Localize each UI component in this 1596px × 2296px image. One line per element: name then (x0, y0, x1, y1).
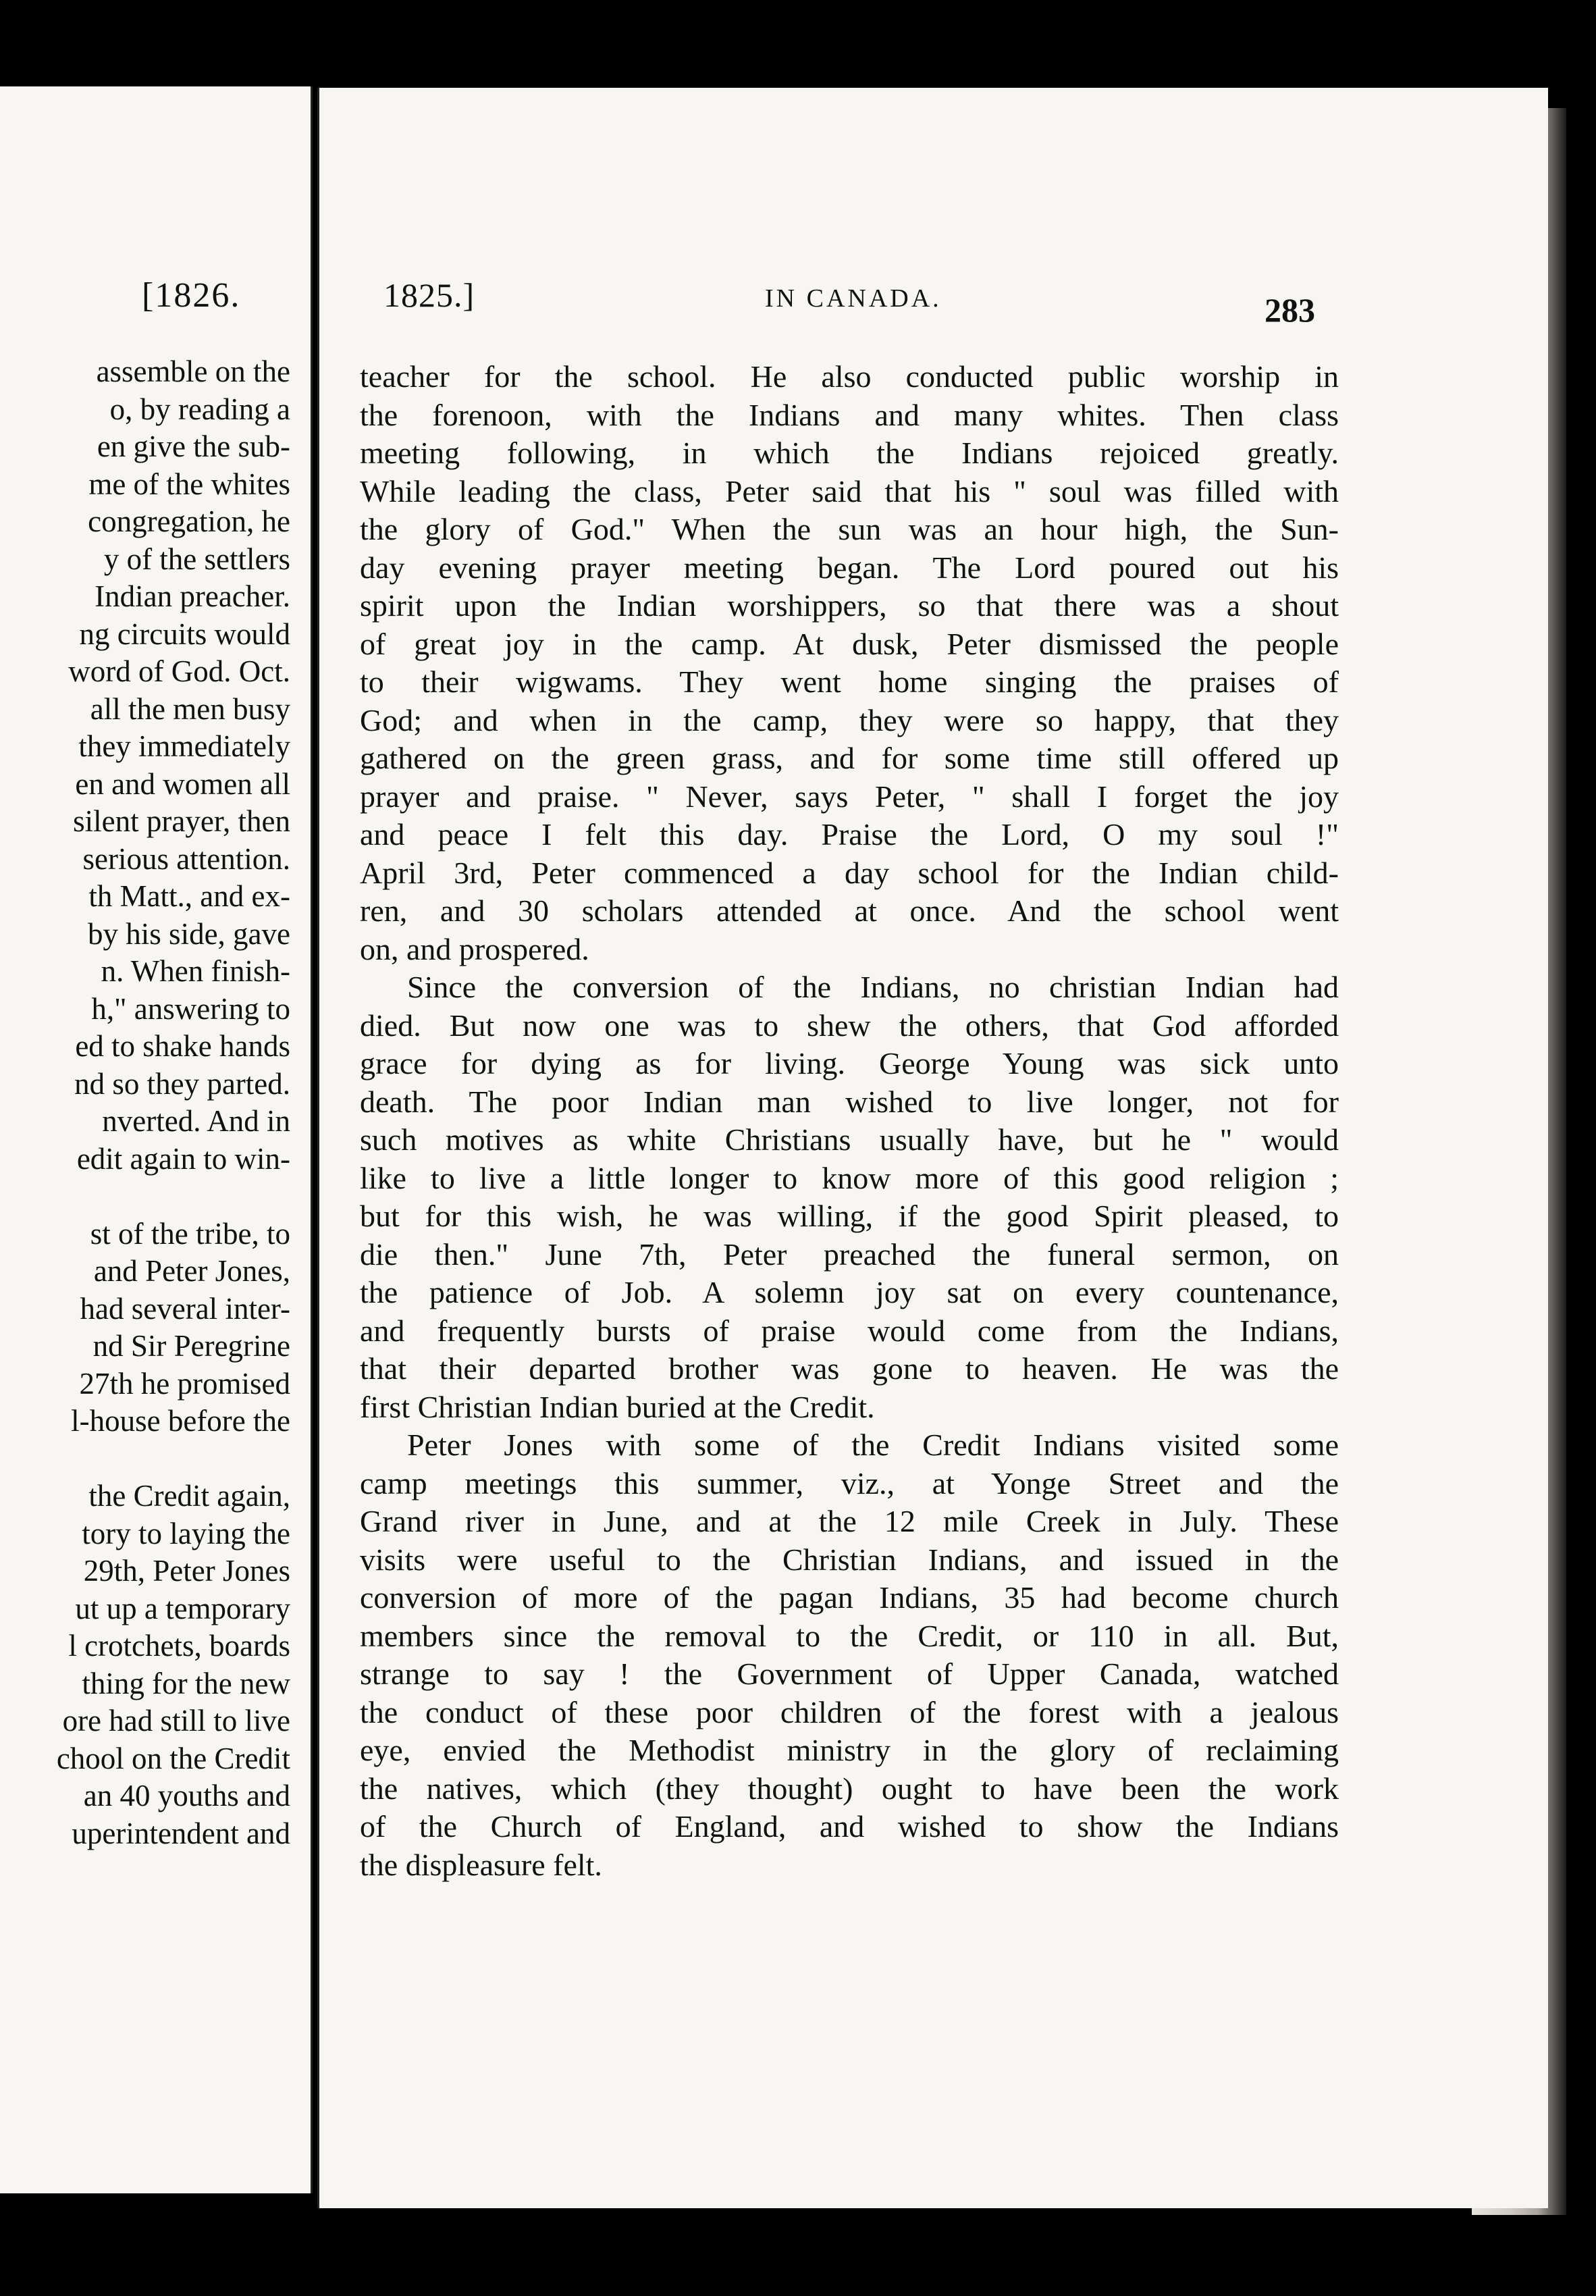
left-text-line: ed to shake hands (75, 1029, 290, 1063)
text-line: like to live a little longer to know more of this good religion ; (360, 1160, 1339, 1195)
text-line: to their wigwams. They went home singing the praises of (360, 664, 1339, 699)
text-line: Peter Jones with some of the Credit Indians visited some (407, 1428, 1339, 1462)
left-text-line: had several inter- (80, 1291, 290, 1326)
paragraph (360, 1426, 1339, 1884)
text-line: the patience of Job. A solemn joy sat on every countenance, (360, 1275, 1339, 1309)
left-text-line: Indian preacher. (95, 579, 290, 613)
text-line: and peace I felt this day. Praise the Lord, O my soul !" (360, 817, 1339, 852)
text-line: first Christian Indian buried at the Credit. (360, 1389, 875, 1424)
left-text-line: h," answering to (91, 991, 290, 1026)
body-text (360, 358, 1339, 1884)
left-text-line: tory to laying the (82, 1516, 290, 1550)
left-text-line: the Credit again, (88, 1479, 290, 1513)
text-line: the conduct of these poor children of the forest with a jealous (360, 1694, 1339, 1729)
text-line: While leading the class, Peter said that his " soul was filled with (360, 473, 1339, 508)
left-text-line: an 40 youths and (83, 1779, 290, 1812)
left-text-line (0, 1178, 290, 1216)
text-line: strange to say ! the Government of Upper Canada, watched (360, 1656, 1339, 1691)
text-line: eye, envied the Methodist ministry in the glory of reclaiming (360, 1733, 1339, 1767)
text-line: the forenoon, with the Indians and many whites. Then class (360, 397, 1339, 432)
left-page-header: [1826. (142, 276, 241, 315)
text-line: the natives, which (they thought) ought to have been the work (360, 1771, 1339, 1806)
left-text-line: en give the sub- (97, 429, 290, 463)
left-text-line: nd Sir Peregrine (92, 1329, 290, 1363)
text-line: visits were useful to the Christian Indians, and issued in the (360, 1542, 1339, 1577)
running-head-year: 1825.] (383, 276, 475, 314)
text-line: teacher for the school. He also conducted public worship in (360, 359, 1339, 394)
text-line: such motives as white Christians usually have, but he " would (360, 1122, 1339, 1157)
text-line: spirit upon the Indian worshippers, so that there was a shout (360, 588, 1339, 623)
text-line: gathered on the green grass, and for some time still offered up (360, 741, 1339, 775)
running-head-title: IN CANADA. (765, 284, 942, 313)
text-line: the displeasure felt. (360, 1847, 602, 1882)
text-line: prayer and praise. " Never, says Peter, " shall I forget the joy (360, 779, 1339, 814)
text-line: members since the removal to the Credit, or 110 in all. But, (360, 1618, 1339, 1653)
left-text-line: chool on the Credit (56, 1741, 290, 1775)
text-line: grace for dying as for living. George Young was sick unto (360, 1046, 1339, 1080)
left-text-line: o, by reading a (109, 392, 290, 426)
text-line: Since the conversion of the Indians, no christian Indian had (407, 970, 1339, 1004)
left-text-line: n. When finish- (101, 954, 290, 988)
text-line: Grand river in June, and at the 12 mile Creek in July. These (360, 1504, 1339, 1538)
text-line: of the Church of England, and wished to show the Indians (360, 1809, 1339, 1844)
text-line: and frequently bursts of praise would come from the Indians, (360, 1313, 1339, 1348)
left-text-line: 27th he promised (79, 1366, 290, 1401)
left-text-line: l-house before the (71, 1404, 290, 1438)
left-text-line: by his side, gave (88, 916, 290, 951)
text-line: die then." June 7th, Peter preached the funeral sermon, on (360, 1236, 1339, 1272)
left-text-line: serious attention. (82, 841, 290, 876)
text-line: meeting following, in which the Indians rejoiced greatly. (360, 436, 1339, 470)
text-line: that their departed brother was gone to heaven. He was the (360, 1351, 1339, 1386)
left-text-line: congregation, he (88, 504, 290, 538)
text-line: God; and when in the camp, they were so happy, that they (360, 702, 1339, 737)
left-text-line: th Matt., and ex- (88, 879, 290, 913)
left-text-line: silent prayer, then (73, 804, 290, 838)
left-text-line: all the men busy (90, 692, 290, 726)
paragraph (360, 968, 1339, 1426)
left-page (0, 86, 313, 2193)
left-text-line: en and women all (75, 766, 290, 801)
left-text-line: assemble on the (96, 355, 290, 388)
paragraph (360, 358, 1339, 968)
left-text-line: y of the settlers (103, 542, 290, 576)
left-text-line (0, 1440, 290, 1478)
text-line: camp meetings this summer, viz., at Yonge Street and the (360, 1465, 1339, 1501)
text-line: the glory of God." When the sun was an hour high, the Sun- (360, 512, 1339, 546)
left-text-line: edit again to win- (76, 1141, 290, 1176)
left-text-line: ut up a temporary (75, 1591, 290, 1625)
text-line: death. The poor Indian man wished to live longer, not for (360, 1084, 1339, 1119)
left-text-line: ng circuits would (79, 617, 290, 651)
left-text-line: uperintendent and (72, 1816, 290, 1850)
left-page-text (0, 353, 290, 1852)
text-line: on, and prospered. (360, 931, 589, 966)
text-line: died. But now one was to shew the others, that God afforded (360, 1008, 1339, 1043)
left-text-line: and Peter Jones, (93, 1254, 290, 1288)
left-text-line: ore had still to live (62, 1704, 290, 1738)
text-line: of great joy in the camp. At dusk, Peter dismissed the people (360, 626, 1339, 661)
right-page (317, 88, 1548, 2208)
page-number: 283 (1265, 291, 1315, 329)
left-text-line: thing for the new (82, 1666, 290, 1700)
text-line: ren, and 30 scholars attended at once. And the school went (360, 893, 1339, 928)
text-line: but for this wish, he was willing, if the good Spirit pleased, to (360, 1199, 1339, 1233)
left-text-line: 29th, Peter Jones (83, 1554, 290, 1588)
text-line: conversion of more of the pagan Indians, 35 had become church (360, 1580, 1339, 1615)
left-text-line: me of the whites (88, 467, 290, 501)
left-text-line: nd so they parted. (74, 1066, 290, 1101)
left-text-line: they immediately (78, 729, 290, 763)
left-text-line: nverted. And in (102, 1104, 290, 1138)
left-text-line: l crotchets, boards (68, 1629, 290, 1663)
left-text-line: word of God. Oct. (68, 654, 290, 688)
text-line: April 3rd, Peter commenced a day school for the Indian child- (360, 855, 1339, 890)
text-line: day evening prayer meeting began. The Lord poured out his (360, 550, 1339, 585)
left-text-line: st of the tribe, to (90, 1216, 290, 1251)
